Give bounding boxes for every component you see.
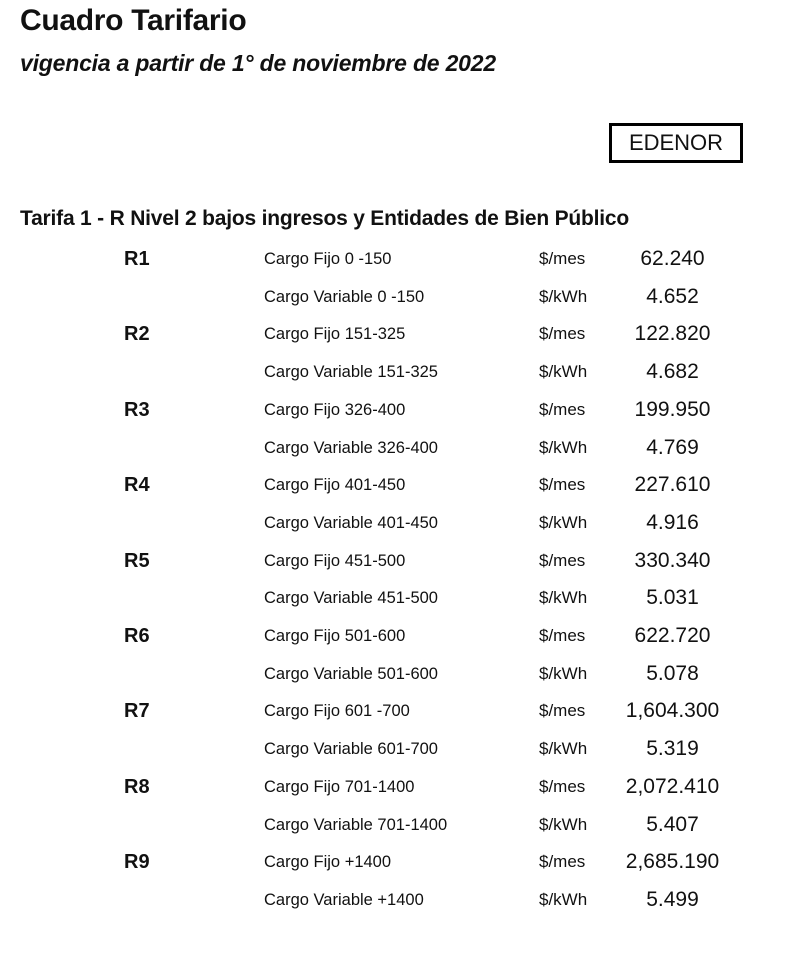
table-row	[0, 622, 800, 650]
table-row	[0, 434, 800, 462]
table-row	[0, 584, 800, 612]
charge-value: 4.769	[646, 435, 699, 459]
charge-concept: Cargo Variable 326-400	[264, 438, 438, 457]
table-row	[0, 660, 800, 688]
table-row	[0, 773, 800, 801]
tariff-code: R5	[124, 549, 150, 572]
charge-value: 122.820	[634, 322, 711, 346]
page-subtitle: vigencia a partir de 1° de noviembre de 2022	[20, 50, 496, 76]
charge-value: 227.610	[634, 473, 711, 497]
charge-concept: Cargo Fijo 601 -700	[264, 702, 410, 721]
charge-unit: $/kWh	[539, 814, 588, 834]
charge-value: 5.078	[646, 661, 699, 685]
charge-concept: Cargo Fijo 326-400	[264, 400, 406, 419]
charge-concept: Cargo Variable 701-1400	[264, 815, 448, 834]
charge-concept: Cargo Fijo 451-500	[264, 551, 406, 570]
table-row	[0, 509, 800, 537]
charge-unit: $/mes	[539, 249, 586, 268]
charge-value: 5.499	[646, 887, 699, 911]
charge-value: 5.407	[646, 812, 699, 836]
tariff-code: R4	[124, 474, 150, 497]
section-title: Tarifa 1 - R Nivel 2 bajos ingresos y Entidades de Bien Público	[20, 207, 630, 230]
table-row	[0, 547, 800, 575]
table-row	[0, 396, 800, 424]
charge-concept: Cargo Fijo 401-450	[264, 476, 406, 495]
company-label	[609, 123, 743, 163]
table-row	[0, 735, 800, 763]
charge-value: 5.319	[646, 737, 699, 761]
table-row	[0, 471, 800, 499]
charge-concept: Cargo Fijo +1400	[264, 853, 392, 872]
tariff-code: R8	[124, 775, 150, 798]
tariff-code: R7	[124, 700, 150, 723]
tariff-code: R3	[124, 398, 150, 421]
charge-value: 1,604.300	[625, 699, 720, 723]
charge-concept: Cargo Variable 401-450	[264, 513, 438, 532]
tariff-code: R2	[124, 323, 150, 346]
table-row	[0, 697, 800, 725]
charge-unit: $/mes	[539, 626, 586, 645]
page-title: Cuadro Tarifario	[20, 4, 247, 37]
tariff-code: R6	[124, 625, 150, 647]
charge-concept: Cargo Variable 0 -150	[264, 287, 425, 306]
table-row	[0, 886, 800, 914]
charge-value: 4.682	[646, 360, 699, 384]
charge-unit: $/mes	[539, 324, 586, 344]
charge-unit: $/kWh	[539, 512, 588, 532]
charge-value: 4.916	[646, 510, 699, 534]
table-row	[0, 320, 800, 348]
charge-concept: Cargo Variable +1400	[264, 890, 424, 909]
charge-concept: Cargo Variable 151-325	[264, 363, 438, 382]
charge-unit: $/kWh	[539, 889, 588, 909]
charge-concept: Cargo Variable 451-500	[264, 589, 438, 608]
table-row	[0, 848, 800, 876]
charge-value: 330.340	[634, 548, 711, 572]
table-row	[0, 245, 800, 273]
charge-unit: $/kWh	[539, 663, 588, 683]
charge-value: 62.240	[640, 247, 705, 270]
charge-unit: $/kWh	[539, 437, 588, 457]
charge-concept: Cargo Fijo 0 -150	[264, 250, 392, 268]
charge-unit: $/mes	[539, 399, 586, 419]
charge-concept: Cargo Variable 501-600	[264, 664, 438, 683]
charge-concept: Cargo Fijo 701-1400	[264, 777, 415, 796]
charge-unit: $/kWh	[539, 286, 588, 306]
charge-value: 5.031	[646, 586, 699, 610]
table-row	[0, 811, 800, 839]
charge-value: 4.652	[646, 284, 699, 308]
charge-concept: Cargo Fijo 151-325	[264, 325, 406, 344]
charge-unit: $/mes	[539, 701, 586, 721]
table-row	[0, 358, 800, 386]
tariff-code: R9	[124, 851, 150, 874]
charge-unit: $/kWh	[539, 588, 588, 608]
charge-unit: $/kWh	[539, 739, 588, 759]
charge-value: 622.720	[634, 624, 711, 647]
charge-value: 199.950	[634, 397, 711, 421]
table-row	[0, 283, 800, 311]
company-name: EDENOR	[628, 130, 724, 155]
charge-unit: $/mes	[539, 550, 586, 570]
tariff-code: R1	[124, 248, 150, 270]
charge-value: 2,072.410	[625, 774, 720, 798]
charge-concept: Cargo Variable 601-700	[264, 740, 438, 759]
charge-value: 2,685.190	[625, 850, 720, 874]
charge-unit: $/mes	[539, 776, 586, 796]
charge-unit: $/mes	[539, 852, 586, 872]
charge-unit: $/mes	[539, 475, 586, 495]
charge-concept: Cargo Fijo 501-600	[264, 627, 406, 645]
charge-unit: $/kWh	[539, 362, 588, 382]
